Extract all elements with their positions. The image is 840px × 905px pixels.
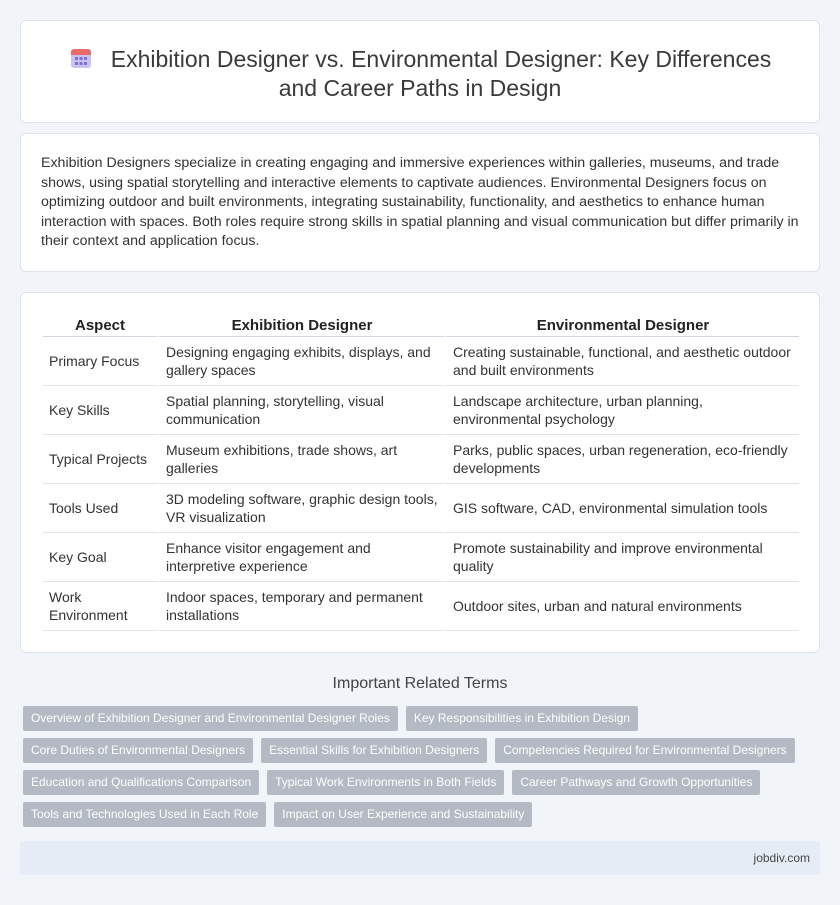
comparison-table-card xyxy=(20,292,820,653)
related-term-tag[interactable]: Competencies Required for Environmental Designers xyxy=(495,738,794,763)
related-term-tag[interactable]: Education and Qualifications Comparison xyxy=(23,770,259,795)
table-row xyxy=(43,435,799,484)
related-term-tag[interactable]: Essential Skills for Exhibition Designers xyxy=(261,738,487,763)
table-row xyxy=(43,582,799,631)
table-cell-environmental: GIS software, CAD, environmental simulation tools xyxy=(444,484,799,533)
page-title-text: Exhibition Designer vs. Environmental Designer: Key Differences and Career Paths in Design xyxy=(110,46,772,101)
table-cell-environmental: Landscape architecture, urban planning, environmental psychology xyxy=(444,386,799,435)
column-header-exhibition-designer: Exhibition Designer xyxy=(157,314,444,337)
column-header-environmental-designer: Environmental Designer xyxy=(444,314,799,337)
footer-site-link[interactable]: jobdiv.com xyxy=(753,851,810,865)
footer xyxy=(20,841,820,875)
table-cell-aspect: Tools Used xyxy=(43,484,157,533)
table-row xyxy=(43,386,799,435)
table-cell-exhibition: Museum exhibitions, trade shows, art galleries xyxy=(157,435,444,484)
table-cell-aspect: Key Skills xyxy=(43,386,157,435)
intro-card xyxy=(20,133,820,272)
related-term-tag[interactable]: Key Responsibilities in Exhibition Design xyxy=(406,706,638,731)
related-term-tag[interactable]: Impact on User Experience and Sustainability xyxy=(274,802,532,827)
related-terms-heading: Important Related Terms xyxy=(332,675,508,692)
comparison-table xyxy=(43,314,799,631)
table-header-row xyxy=(43,314,799,337)
tag-row xyxy=(23,738,813,763)
table-cell-exhibition: Designing engaging exhibits, displays, and gallery spaces xyxy=(157,337,444,386)
tag-row xyxy=(23,706,813,731)
related-term-tag[interactable]: Core Duties of Environmental Designers xyxy=(23,738,253,763)
calendar-icon xyxy=(69,46,93,70)
table-row xyxy=(43,337,799,386)
table-cell-exhibition: Indoor spaces, temporary and permanent installations xyxy=(157,582,444,631)
table-cell-aspect: Primary Focus xyxy=(43,337,157,386)
table-cell-exhibition: Enhance visitor engagement and interpretive experience xyxy=(157,533,444,582)
table-cell-environmental: Outdoor sites, urban and natural environments xyxy=(444,582,799,631)
table-cell-exhibition: 3D modeling software, graphic design tools, VR visualization xyxy=(157,484,444,533)
table-cell-environmental: Promote sustainability and improve environmental quality xyxy=(444,533,799,582)
related-term-tag[interactable]: Typical Work Environments in Both Fields xyxy=(267,770,504,795)
table-row xyxy=(43,533,799,582)
table-cell-aspect: Typical Projects xyxy=(43,435,157,484)
tag-row xyxy=(23,802,813,827)
column-header-aspect: Aspect xyxy=(43,314,157,337)
table-cell-exhibition: Spatial planning, storytelling, visual communication xyxy=(157,386,444,435)
table-row xyxy=(43,484,799,533)
intro-paragraph: Exhibition Designers specialize in creating engaging and immersive experiences within galleries, museums, and trade shows, using spatial storytelling and interactive elements to captivate audiences. Environmental Designers focus on optimizing outdoor and built environments, integrating sustainability, functionality, and aesthetics to enhance human interaction with spaces. Both roles require strong skills in spatial planning and visual communication but differ primarily in their context and application focus. xyxy=(41,155,799,250)
related-term-tag[interactable]: Career Pathways and Growth Opportunities xyxy=(512,770,760,795)
title-card xyxy=(20,20,820,123)
table-cell-environmental: Parks, public spaces, urban regeneration, eco-friendly developments xyxy=(444,435,799,484)
related-term-tag[interactable]: Overview of Exhibition Designer and Environmental Designer Roles xyxy=(23,706,398,731)
related-term-tag[interactable]: Tools and Technologies Used in Each Role xyxy=(23,802,266,827)
table-cell-environmental: Creating sustainable, functional, and aesthetic outdoor and built environments xyxy=(444,337,799,386)
table-cell-aspect: Key Goal xyxy=(43,533,157,582)
tag-row xyxy=(23,770,813,795)
related-terms-list xyxy=(23,706,813,834)
page-title xyxy=(21,45,819,103)
table-cell-aspect: Work Environment xyxy=(43,582,157,631)
